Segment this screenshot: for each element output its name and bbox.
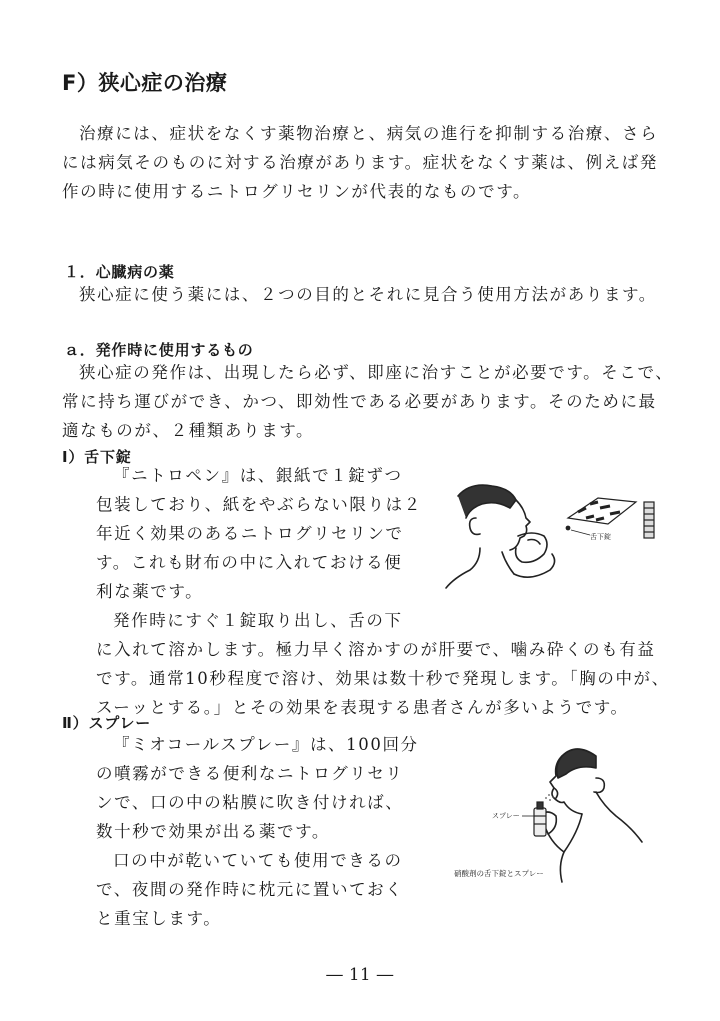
page-title: F）狭心症の治療 [62, 71, 228, 95]
item1-line: に入れて溶かします。極力早く溶かすのが肝要で、噛み砕くのも有益 [96, 640, 656, 659]
intro-line: 作の時に使用するニトログリセリンが代表的なものです。 [62, 182, 532, 201]
page-number: ― 11 ― [326, 965, 394, 984]
item1-paragraph-narrow [96, 461, 422, 635]
item1-line: す。これも財布の中に入れておける便 [96, 553, 403, 572]
item1-line: です。通常10秒程度で溶け、効果は数十秒で発現します。「胸の中が、 [96, 669, 670, 688]
item2-paragraph [96, 730, 419, 933]
item1-line: 利な薬です。 [96, 582, 204, 601]
item2-line: と重宝します。 [96, 909, 222, 928]
item1-line: 年近く効果のあるニトログリセリンで [96, 524, 404, 543]
intro-paragraph [62, 119, 658, 206]
section-a-line: 常に持ち運びができ、かつ、即効性である必要があります。そのために最 [62, 392, 657, 411]
item-heading-sublingual: Ⅰ）舌下錠 [62, 448, 132, 466]
figure-label-spray: スプレー [492, 812, 520, 820]
item-heading-spray: Ⅱ）スプレー [62, 714, 152, 732]
figure-label-tablet: 舌下錠 [590, 533, 611, 541]
item1-line: 発作時にすぐ１錠取り出し、舌の下 [113, 611, 403, 630]
item2-line: の噴霧ができる便利なニトログリセリ [96, 764, 404, 783]
item1-paragraph-wide [96, 635, 670, 722]
section-a-line: 狭心症の発作は、出現したら必ず、即座に治すことが必要です。そこで、 [79, 363, 674, 382]
section-a-paragraph [62, 358, 673, 445]
section1-line: 狭心症に使う薬には、２つの目的とそれに見合う使用方法があります。 [79, 285, 657, 304]
spray-illustration [446, 742, 646, 884]
section-heading-attack-use: ａ．発作時に使用するもの [64, 341, 254, 359]
section-a-line: 適なものが、２種類あります。 [62, 421, 315, 440]
item2-line: ンで、口の中の粘膜に吹き付ければ、 [96, 793, 404, 812]
item2-line: 数十秒で効果が出る薬です。 [96, 822, 330, 841]
tablet-dot [566, 526, 571, 531]
item1-line: 『ニトロペン』は、銀紙で１錠ずつ [113, 466, 403, 485]
item1-line: スーッとする。」とその効果を表現する患者さんが多いようです。 [96, 698, 629, 717]
item1-line: 包装しており、紙をやぶらない限りは２ [96, 495, 422, 514]
intro-line: には病気そのものに対する治療があります。症状をなくす薬は、例えば発 [62, 153, 658, 172]
section1-paragraph [62, 280, 657, 309]
item2-line: 『ミオコールスプレー』は、100回分 [113, 735, 419, 754]
intro-line: 治療には、症状をなくす薬物治療と、病気の進行を抑制する治療、さら [79, 124, 659, 143]
item2-line: で、夜間の発作時に枕元に置いておく [96, 880, 404, 899]
figure-caption: 硝酸剤の舌下錠とスプレー [454, 869, 544, 878]
item2-line: 口の中が乾いていても使用できるの [113, 851, 403, 870]
sublingual-tablet-illustration [440, 478, 670, 590]
section-heading-heart-drugs: １．心臓病の薬 [64, 263, 175, 281]
